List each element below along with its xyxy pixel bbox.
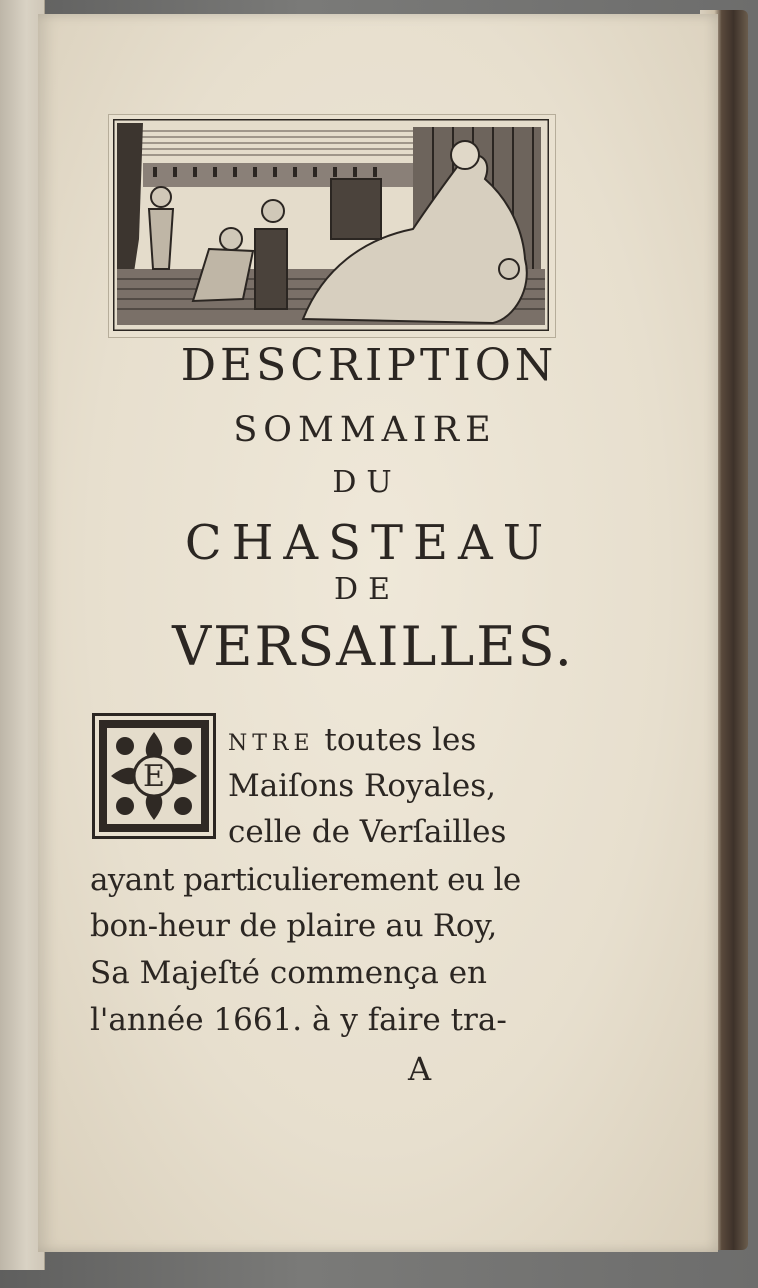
title-line-description: DESCRIPTION bbox=[180, 340, 558, 391]
title-line-chasteau: CHASTEAU bbox=[184, 515, 554, 571]
smallcaps-word: NTRE bbox=[228, 731, 315, 756]
body-line-3: celle de Verſailles bbox=[228, 814, 507, 850]
body-line-1 bbox=[228, 722, 476, 758]
vignette-illustration bbox=[113, 119, 549, 331]
body-line-5: bon-heur de plaire au Roy, bbox=[90, 908, 497, 944]
engraved-vignette bbox=[108, 114, 556, 338]
signature-mark: A bbox=[408, 1050, 432, 1088]
body-line-4: ayant particulierement eu le bbox=[90, 862, 521, 898]
title-line-de: DE bbox=[334, 572, 400, 607]
body-line-1-rest: toutes les bbox=[314, 722, 477, 758]
ornament-frame-icon bbox=[95, 716, 213, 836]
dropcap-letter: E bbox=[143, 759, 165, 794]
title-line-sommaire: SOMMAIRE bbox=[233, 410, 497, 450]
body-line-7: l'année 1661. à y faire tra- bbox=[90, 1002, 507, 1038]
title-line-du: DU bbox=[332, 465, 402, 500]
body-line-6: Sa Majeſté commença en bbox=[90, 955, 488, 991]
title-line-versailles: VERSAILLES. bbox=[172, 615, 574, 678]
body-line-2: Maiſons Royales, bbox=[228, 768, 497, 804]
decorated-initial bbox=[92, 713, 216, 839]
